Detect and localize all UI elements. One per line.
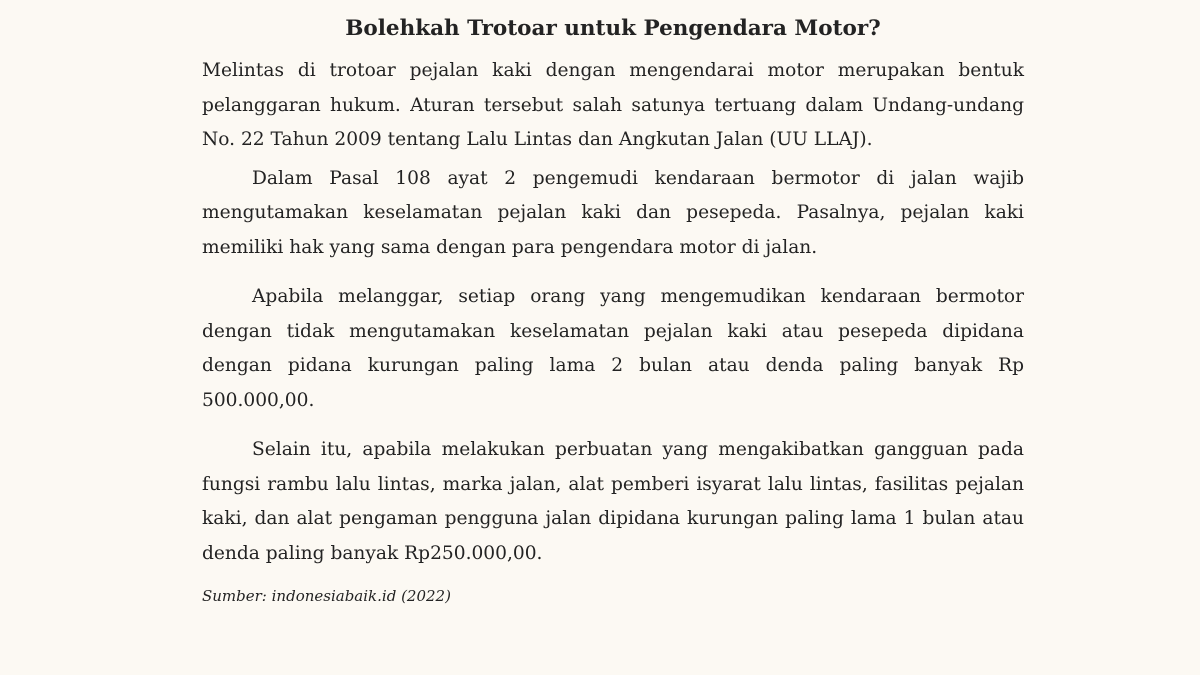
source-citation: Sumber: indonesiabaik.id (2022): [202, 587, 451, 605]
paragraph-sanksi-fasilitas: Selain itu, apabila melakukan perbuatan yang mengakibatkan gangguan pada fungsi rambu lalu lintas, marka jalan, alat pemberi isyarat lalu lintas, fasilitas pejalan kaki, dan alat pengaman pengguna jalan dipidana kurungan paling lama 1 bulan atau denda paling banyak Rp250.000,00.: [202, 439, 1024, 564]
paragraph-pasal-108: Dalam Pasal 108 ayat 2 pengemudi kendaraan bermotor di jalan wajib mengutamakan keselamatan pejalan kaki dan pesepeda. Pasalnya, pejalan kaki memiliki hak yang sama dengan para pengendara motor di jalan.: [202, 167, 1024, 258]
article: [202, 14, 1024, 606]
paragraph-intro: Melintas di trotoar pejalan kaki dengan mengendarai motor merupakan bentuk pelanggaran hukum. Aturan tersebut salah satunya tertuang dalam Undang-undang No. 22 Tahun 2009 tentang Lalu Lintas dan Angkutan Jalan (UU LLAJ).: [202, 60, 1024, 150]
paragraph-sanksi-pesepeda: Apabila melanggar, setiap orang yang mengemudikan kendaraan bermotor dengan tidak mengutamakan keselamatan pejalan kaki atau pesepeda dipidana dengan pidana kurungan paling lama 2 bulan atau denda paling banyak Rp 500.000,00.: [202, 286, 1024, 411]
article-title: Bolehkah Trotoar untuk Pengendara Motor?: [345, 16, 881, 41]
